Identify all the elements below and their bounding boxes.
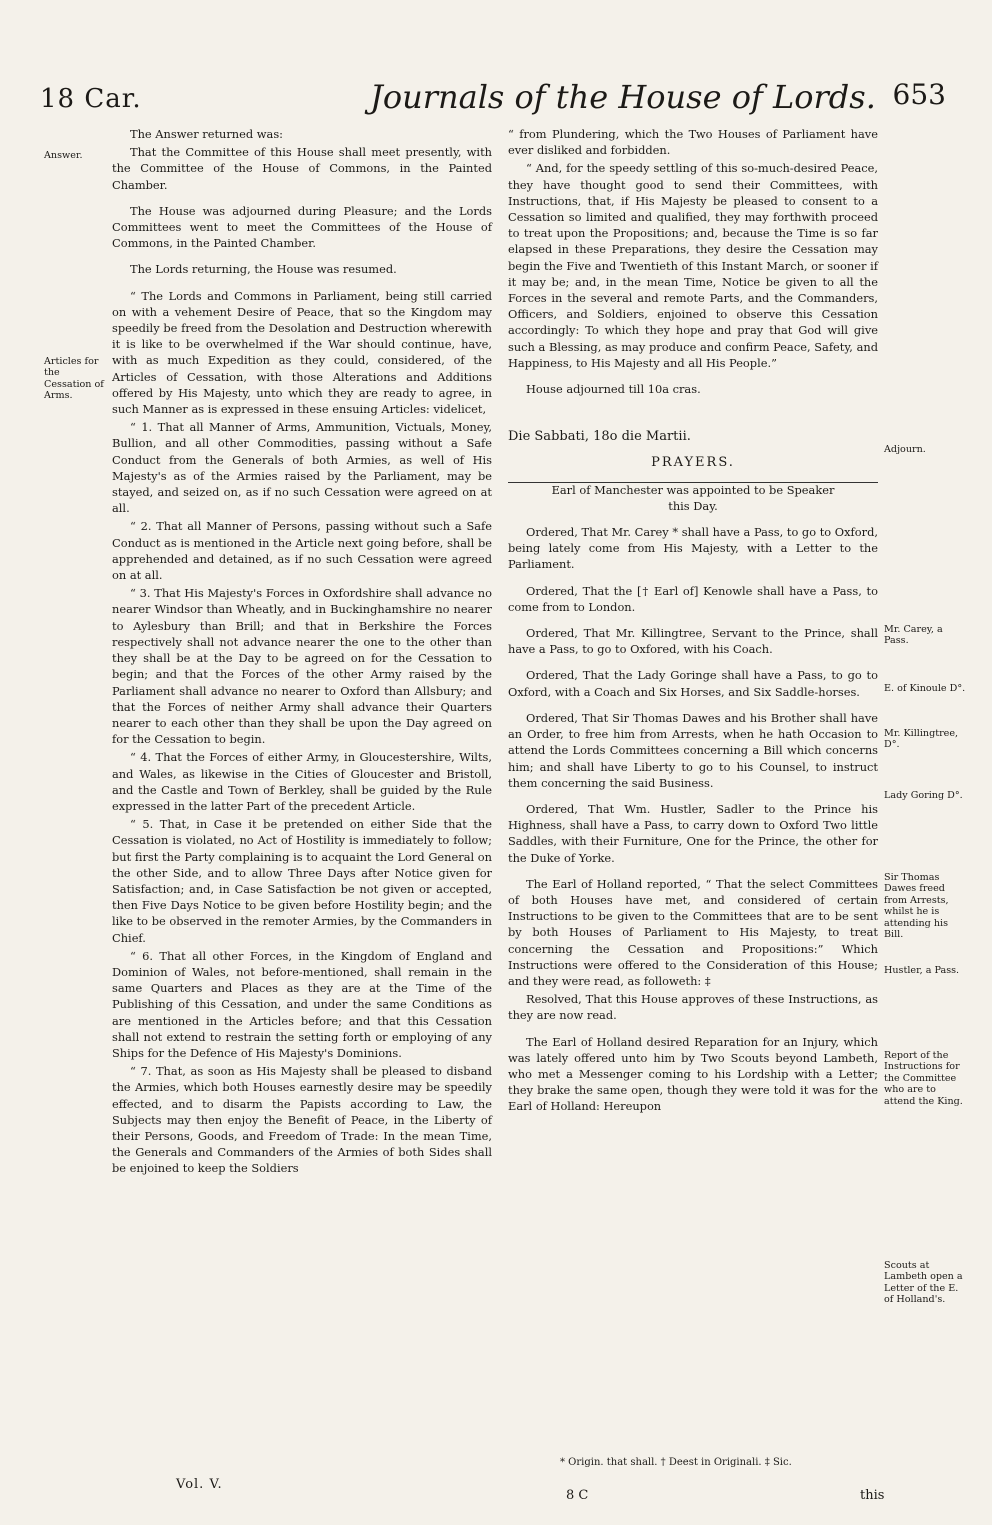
margin-note-carey: Mr. Carey, a Pass. bbox=[884, 624, 943, 647]
volume-label: Vol. V. bbox=[176, 1477, 223, 1492]
running-head-title: Journals of the House of Lords. bbox=[370, 78, 876, 116]
article-3: “ 3. That His Majesty's Forces in Oxfordshire shall advance no nearer Windsor than Wheatly, and in Buckinghamshire no nearer to Aylesbury than Brill; and that in Berkshire the Forces respectively shall not advance nearer the one to the other than they shall be at the Day to be agreed on for the Cessation to begin; and that the Forces of the other Army raised by the Parliament shall advance no nearer to Oxford than Allsbury; and that the Forces of neither Army shall advance their Quarters nearer to each other than they shall be upon the Day agreed on for the Cessation to begin. bbox=[112, 586, 492, 747]
margin-note-dawes: Sir Thomas Dawes freed from Arrests, whilst he is attending his Bill. bbox=[884, 872, 949, 941]
order-entry: Ordered, That Mr. Carey * shall have a Pass, to go to Oxford, being lately come from His Majesty, with a Letter to the Parliament. bbox=[508, 525, 878, 572]
page-header bbox=[40, 78, 960, 118]
right-column bbox=[508, 126, 878, 1117]
margin-note-articles: Articles for the Cessation of Arms. bbox=[44, 356, 104, 402]
footnotes: * Origin. that shall. † Deest in Originali. ‡ Sic. bbox=[560, 1457, 792, 1468]
margin-note-hustler: Hustler, a Pass. bbox=[884, 965, 960, 976]
margin-note-report: Report of the Instructions for the Committee who are to attend the King. bbox=[884, 1050, 963, 1107]
injury-entry: The Earl of Holland desired Reparation for an Injury, which was lately offered unto him by Two Scouts beyond Lambeth, who met a Messenger coming to his Lordship with a Letter; they brake the same open, though they were told it was for the Earl of Holland: Hereupon bbox=[508, 1034, 878, 1114]
section-rule bbox=[508, 482, 878, 483]
margin-note-adjourn: Adjourn. bbox=[884, 444, 926, 455]
paragraph: “ The Lords and Commons in Parliament, being still carried on with a vehement Desire of Peace, that so the Kingdom may speedily be freed from the Desolation and Destruction wherewith it is like to be overwhelmed if the War should continue, have, with as much Expedition as they could, considered, of the Articles of Cessation, with those Alterations and Additions offered by His Majesty, unto which they are ready to agree, in such Manner as is expressed in these ensuing Articles: videlicet, bbox=[112, 288, 492, 417]
article-6: “ 6. That all other Forces, in the Kingdom of England and Dominion of Wales, not before-mentioned, shall remain in the same Quarters and Places as they are at the Time of the Publishing of this Cessation, and under the same Conditions as are mentioned in the Articles before; and that this Cessation shall not extend to restrain the setting forth or employing of any Ships for the Defence of His Majesty's Dominions. bbox=[112, 948, 492, 1060]
running-head-left: 18 Car. bbox=[40, 84, 142, 114]
die-heading: Die Sabbati, 18o die Martii. bbox=[508, 429, 691, 445]
margin-note-killingtree: Mr. Killingtree, D°. bbox=[884, 728, 959, 751]
paragraph: That the Committee of this House shall meet presently, with the Committee of the House of Commons, in the Painted Chamber. bbox=[112, 145, 492, 192]
article-7: “ 7. That, as soon as His Majesty shall be pleased to disband the Armies, which both Houses earnestly desire may be speedily effected, and to disarm the Papists according to Law, the Subjects may then enjoy the Benefit of Peace, in the Liberty of their Persons, Goods, and Freedom of Trade: In the mean Time, the Generals and Commanders of the Armies of both Sides shall be enjoined to keep the Soldiers bbox=[112, 1064, 492, 1176]
speaker-note: Earl of Manchester was appointed to be Speaker this Day. bbox=[551, 482, 835, 513]
paragraph: “ from Plundering, which the Two Houses of Parliament have ever disliked and forbidden. bbox=[508, 127, 878, 158]
report-entry: The Earl of Holland reported, “ That the select Committees of both Houses have met, and considered of certain Instructions to be given to the Committees that are to be sent by both Houses of Parliament to His Majesty, to treat concerning the Cessation and Propositions:” Which Instructions were offered to the Consideration of this House; and they were read, as followeth: ‡ bbox=[508, 876, 878, 988]
paragraph: The Answer returned was: bbox=[130, 127, 284, 141]
left-column bbox=[112, 126, 492, 1179]
margin-note-scouts: Scouts at Lambeth open a Letter of the E. of Holland's. bbox=[884, 1260, 963, 1306]
paragraph: The Lords returning, the House was resumed. bbox=[130, 262, 397, 277]
catchword: this bbox=[860, 1488, 885, 1503]
margin-note-kinoule: E. of Kinoule D°. bbox=[884, 683, 966, 694]
margin-note-answer: Answer. bbox=[44, 150, 83, 161]
margin-note-goring: Lady Goring D°. bbox=[884, 790, 963, 801]
paragraph: “ And, for the speedy settling of this so-much-desired Peace, they have thought good to send their Committees, with Instructions, that, if His Majesty be pleased to consent to a Cessation so limited and qualified, they may forthwith proceed to treat upon the Propositions; and, because the Time is so far elapsed in these Preparations, they desire the Cessation may begin the Five and Twentieth of this Instant March, or sooner if it may be; and, in the mean Time, Notice be given to all the Forces in the several and remote Parts, and the Commanders, Officers, and Soldiers, enjoined to observe this Cessation accordingly: To which they hope and pray that God will give such a Blessing, as may produce and confirm Peace, Safety, and Happiness, to His Majesty and all His People.” bbox=[508, 161, 878, 370]
article-1: “ 1. That all Manner of Arms, Ammunition, Victuals, Money, Bullion, and all other Commodities, passing without a Safe Conduct from the Generals of both Armies, as well of His Majesty's as of the Armies raised by the Parliament, may be stayed, and seized on, as if no such Cessation were agreed on at all. bbox=[112, 420, 492, 516]
order-entry: Ordered, That the Lady Goringe shall have a Pass, to go to Oxford, with a Coach and Six Horses, and Six Saddle-horses. bbox=[508, 668, 878, 699]
signature-mark: 8 C bbox=[566, 1488, 589, 1503]
paragraph: The House was adjourned during Pleasure; and the Lords Committees went to meet the Committees of the House of Commons, in the Painted Chamber. bbox=[112, 203, 492, 251]
order-entry: Ordered, That Wm. Hustler, Sadler to the Prince his Highness, shall have a Pass, to carry down to Oxford Two little Saddles, with their Furniture, One for the Prince, the other for the Duke of Yorke. bbox=[508, 801, 878, 865]
page-number: 653 bbox=[892, 78, 946, 111]
prayers-heading: PRAYERS. bbox=[651, 455, 735, 471]
article-2: “ 2. That all Manner of Persons, passing without such a Safe Conduct as is mentioned in the Article next going before, shall be apprehended and detained, as if no such Cessation were agreed on at all. bbox=[112, 519, 492, 583]
resolution-entry: Resolved, That this House approves of these Instructions, as they are now read. bbox=[508, 992, 878, 1023]
order-entry: Ordered, That Mr. Killingtree, Servant to the Prince, shall have a Pass, to go to Oxfored, with his Coach. bbox=[508, 626, 878, 657]
article-5: “ 5. That, in Case it be pretended on either Side that the Cessation is violated, no Act of Hostility is immediately to follow; but first the Party complaining is to acquaint the Lord General on the other Side, and to allow Three Days after Notice given for Satisfaction; and, in Case Satisfaction be not given or accepted, then Five Days Notice to be given before Hostility begin; and the like to be observed in the remoter Armies, by the Commanders in Chief. bbox=[112, 817, 492, 945]
order-entry: Ordered, That Sir Thomas Dawes and his Brother shall have an Order, to free him from Arrests, when he hath Occasion to attend the Lords Committees concerning a Bill which concerns him; and shall have Liberty to go to his Counsel, to instruct them concerning the said Business. bbox=[508, 710, 878, 790]
article-4: “ 4. That the Forces of either Army, in Gloucestershire, Wilts, and Wales, as likewise in the Cities of Gloucester and Bristoll, and the Castle and Town of Berkley, shall be guided by the Rule expressed in the latter Part of the precedent Article. bbox=[112, 750, 492, 813]
adjournment: House adjourned till 10a cras. bbox=[526, 382, 701, 397]
order-entry: Ordered, That the [† Earl of] Kenowle shall have a Pass, to come from to London. bbox=[508, 583, 878, 614]
